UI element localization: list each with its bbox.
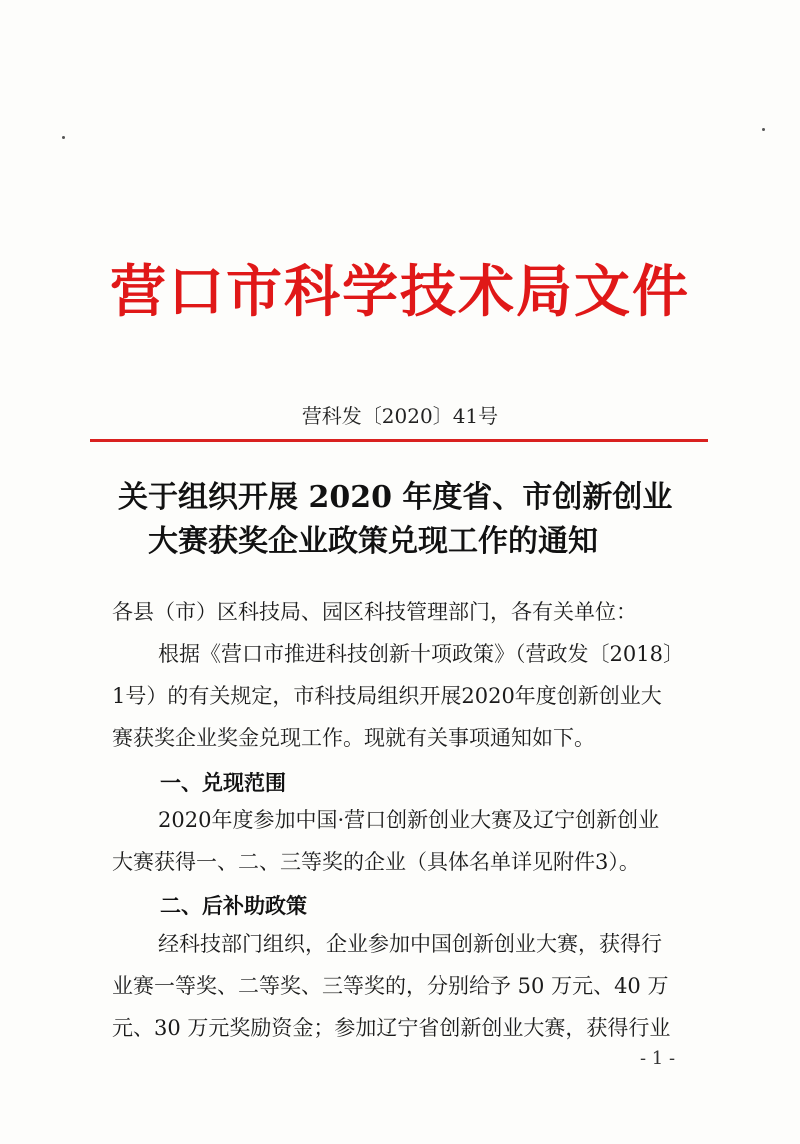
scan-speck [762, 128, 765, 131]
red-divider-line [90, 439, 708, 442]
addressee-line: 各县（市）区科技局、园区科技管理部门，各有关单位： [112, 600, 637, 624]
agency-header-title: 营口市科学技术局文件 [110, 259, 690, 325]
section-2-line-2: 业赛一等奖、二等奖、三等奖的，分别给予 50 万元、40 万 [112, 974, 669, 998]
scan-speck [62, 136, 65, 139]
intro-line-3: 赛获奖企业奖金兑现工作。现就有关事项通知如下。 [112, 726, 595, 750]
section-2-line-1: 经科技部门组织，企业参加中国创新创业大赛，获得行 [158, 932, 662, 956]
notice-title-line2: 大赛获奖企业政策兑现工作的通知 [148, 524, 598, 559]
notice-title-line1: 关于组织开展 2020 年度省、市创新创业 [118, 480, 673, 515]
intro-line-2: 1号）的有关规定，市科技局组织开展2020年度创新创业大 [112, 684, 662, 708]
section-1-line-2: 大赛获得一、二、三等奖的企业（具体名单详见附件3）。 [112, 850, 640, 874]
page-number: - 1 - [640, 1048, 676, 1069]
section-2-heading: 二、后补助政策 [160, 893, 307, 918]
section-2-line-3: 元、30 万元奖励资金；参加辽宁省创新创业大赛，获得行业 [112, 1016, 671, 1040]
section-1-heading: 一、兑现范围 [160, 770, 286, 795]
document-number: 营科发〔2020〕41号 [301, 404, 499, 428]
section-1-line-1: 2020年度参加中国·营口创新创业大赛及辽宁创新创业 [158, 808, 660, 832]
intro-line-1: 根据《营口市推进科技创新十项政策》（营政发〔2018〕 [158, 642, 684, 666]
